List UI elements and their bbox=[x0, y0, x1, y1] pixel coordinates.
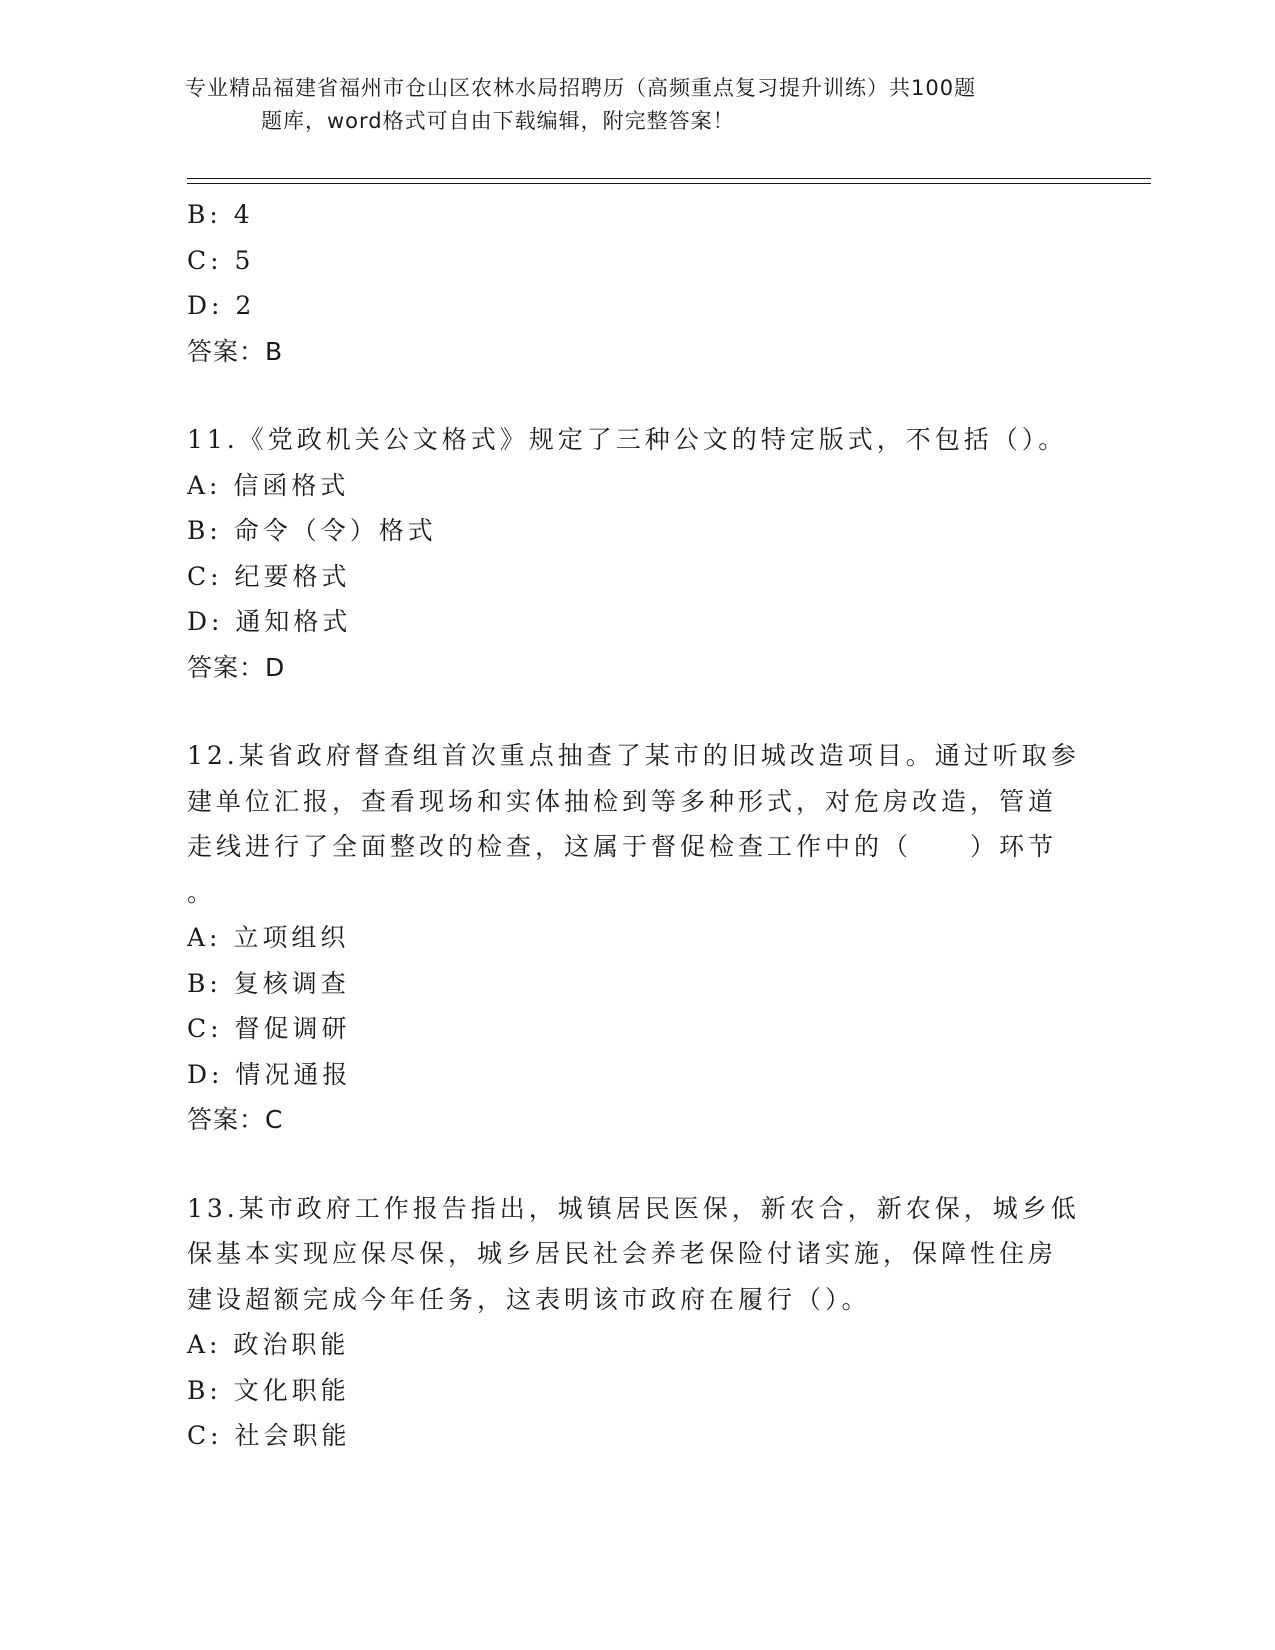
question-13 bbox=[187, 1186, 1087, 1459]
question-stem-line-2: 建单位汇报，查看现场和实体抽检到等多种形式，对危房改造，管道 bbox=[187, 786, 1058, 816]
question-content bbox=[187, 192, 1087, 1459]
option-b: B: 复核调查 bbox=[187, 968, 350, 998]
header-divider-top bbox=[187, 178, 1151, 179]
option-d: D: 通知格式 bbox=[187, 607, 352, 636]
answer: 答案：D bbox=[187, 652, 286, 682]
question-stem-line-1: 13.某市政府工作报告指出，城镇居民医保，新农合，新农保，城乡低 bbox=[187, 1193, 1080, 1223]
question-stem-line-2: 保基本实现应保尽保，城乡居民社会养老保险付诸实施，保障性住房 bbox=[187, 1239, 1058, 1268]
answer: 答案：C bbox=[187, 1105, 284, 1134]
question-stem-line-1: 12.某省政府督查组首次重点抽查了某市的旧城改造项目。通过听取参 bbox=[187, 741, 1080, 770]
option-a: A: 信函格式 bbox=[187, 470, 350, 500]
option-b: B: 4 bbox=[187, 200, 254, 229]
option-c: C: 社会职能 bbox=[187, 1421, 351, 1450]
option-d: D: 情况通报 bbox=[187, 1059, 352, 1089]
option-d: D: 2 bbox=[187, 291, 256, 320]
header-divider-bottom bbox=[187, 183, 1151, 184]
question-stem-line-3: 建设超额完成今年任务，这表明该市政府在履行（）。 bbox=[187, 1284, 871, 1314]
answer: 答案：B bbox=[187, 336, 284, 366]
question-12 bbox=[187, 733, 1087, 1143]
option-c: C: 5 bbox=[187, 245, 255, 275]
question-11 bbox=[187, 417, 1087, 690]
carryover-question bbox=[187, 192, 1087, 374]
option-c: C: 督促调研 bbox=[187, 1014, 351, 1043]
header-title-line-1: 专业精品福建省福州市仓山区农林水局招聘历（高频重点复习提升训练）共100题 bbox=[185, 76, 977, 100]
question-stem-line-4: 。 bbox=[187, 877, 217, 907]
document-header bbox=[185, 72, 1085, 138]
question-stem-line-3: 走线进行了全面整改的检查，这属于督促检查工作中的（ ）环节 bbox=[187, 832, 1058, 861]
option-a: A: 政治职能 bbox=[187, 1330, 350, 1359]
option-a: A: 立项组织 bbox=[187, 923, 350, 952]
option-b: B: 文化职能 bbox=[187, 1375, 350, 1405]
option-c: C: 纪要格式 bbox=[187, 561, 351, 591]
question-stem: 11.《党政机关公文格式》规定了三种公文的特定版式，不包括（）。 bbox=[187, 425, 1068, 454]
header-title-line-2: 题库，word格式可自由下载编辑，附完整答案！ bbox=[261, 109, 735, 133]
option-b: B: 命令（令）格式 bbox=[187, 516, 437, 545]
